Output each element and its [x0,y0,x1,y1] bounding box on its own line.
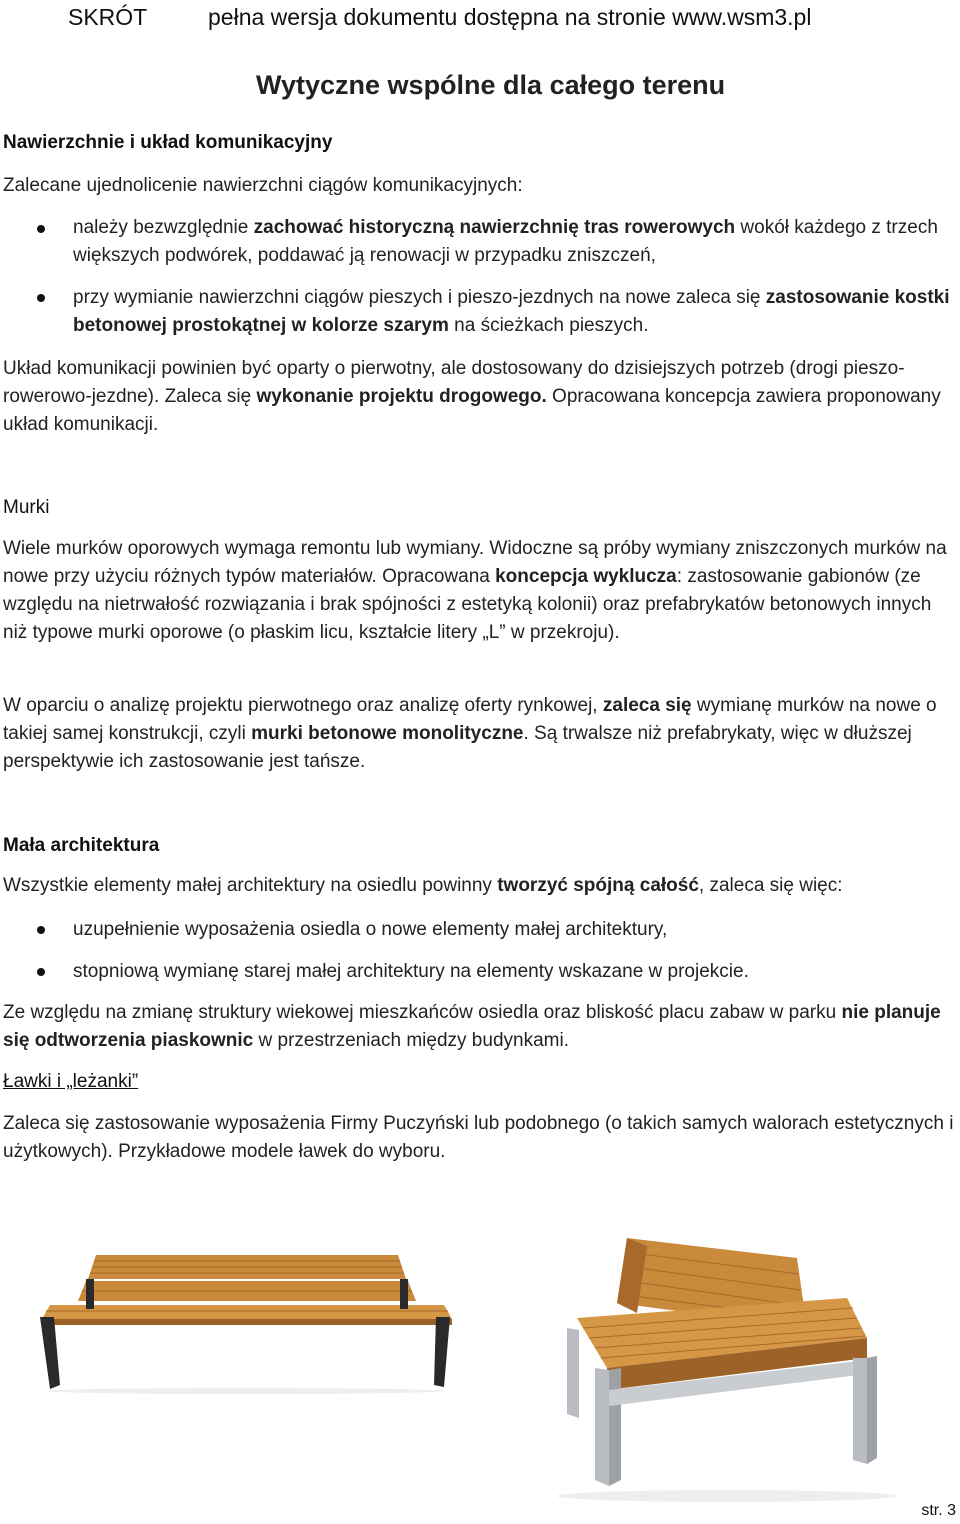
section-heading-walls: Murki [3,497,50,518]
small-architecture-bullet-2: stopniową wymianę starej małej architektury na elementy wskazane w projekcie. [73,961,749,982]
small-architecture-intro: Wszystkie elementy małej architektury na osiedlu powinny tworzyć spójną całość, zaleca się więc: [3,875,843,896]
benches-paragraph: Zaleca się zastosowanie wyposażenia Firmy Puczyński lub podobnego (o takich samych walorach estetycznych i użytkowych). Przykładowe modele ławek do wyboru. [3,1113,954,1162]
document-title: Wytyczne wspólne dla całego terenu [256,70,726,100]
bullet-dot [37,225,45,233]
surfaces-bullet-1: należy bezwzględnie zachować historyczną nawierzchnię tras rowerowych wokół każdego z trzech większych podwórek, poddawać ją renowacji w przypadku zniszczeń, [73,217,938,266]
walls-paragraph-2: W oparciu o analizę projektu pierwotnego oraz analizę oferty rynkowej, zaleca się wymianę murków na nowe o takiej samej konstrukcji, czyli murki betonowe monolityczne. Są trwalsze niż prefabrykaty, więc w dłuższej perspektywie ich zastosowanie jest tańsze. [3,695,937,772]
bullet-dot [37,294,45,302]
surfaces-intro: Zalecane ujednolicenie nawierzchni ciągów komunikacyjnych: [3,175,523,196]
sandbox-paragraph: Ze względu na zmianę struktury wiekowej mieszkańców osiedla oraz bliskość placu zabaw w parku nie planuje się odtworzenia piaskownic w przestrzeniach między budynkami. [3,1002,941,1051]
page-header [0,2,960,32]
surfaces-bullet-2: przy wymianie nawierzchni ciągów pieszych i pieszo-jezdnych na nowe zaleca się zastosowanie kostki betonowej prostokątnej w kolorze szarym na ścieżkach pieszych. [73,287,950,336]
full-version-link[interactable]: pełna wersja dokumentu dostępna na stronie www.wsm3.pl [208,4,812,30]
short-label: SKRÓT [68,4,148,30]
small-architecture-bullet-1: uzupełnienie wyposażenia osiedla o nowe elementy małej architektury, [73,919,668,940]
bullet-dot [37,926,45,934]
section-heading-small-architecture: Mała architektura [3,835,160,856]
bullet-dot [37,968,45,976]
communication-paragraph: Układ komunikacji powinien być oparty o pierwotny, ale dostosowany do dzisiejszych potrzeb (drogi pieszo-rowerowo-jezdne). Zaleca się wykonanie projektu drogowego. Opracowana koncepcja zawiera proponowany układ komunikacji. [3,358,941,435]
section-heading-surfaces: Nawierzchnie i układ komunikacyjny [3,132,333,153]
walls-paragraph-1: Wiele murków oporowych wymaga remontu lub wymiany. Widoczne są próby wymiany zniszczonych murków na nowe przy użyciu różnych typów materiałów. Opracowana koncepcja wyklucza: zastosowanie gabionów (ze względu na nietrwałość rozwiązania i brak spójności z estetyką kolonii) oraz prefabrykatów betonowych innych niż typowe murki oporowe (o płaskim licu, kształcie litery „L” w przekroju). [3,538,947,643]
bench-image-1 [20,1245,470,1395]
benches-heading: Ławki i „leżanki” [3,1071,139,1092]
bench-image-2 [497,1218,917,1518]
page-number: str. 3 [921,1502,956,1519]
